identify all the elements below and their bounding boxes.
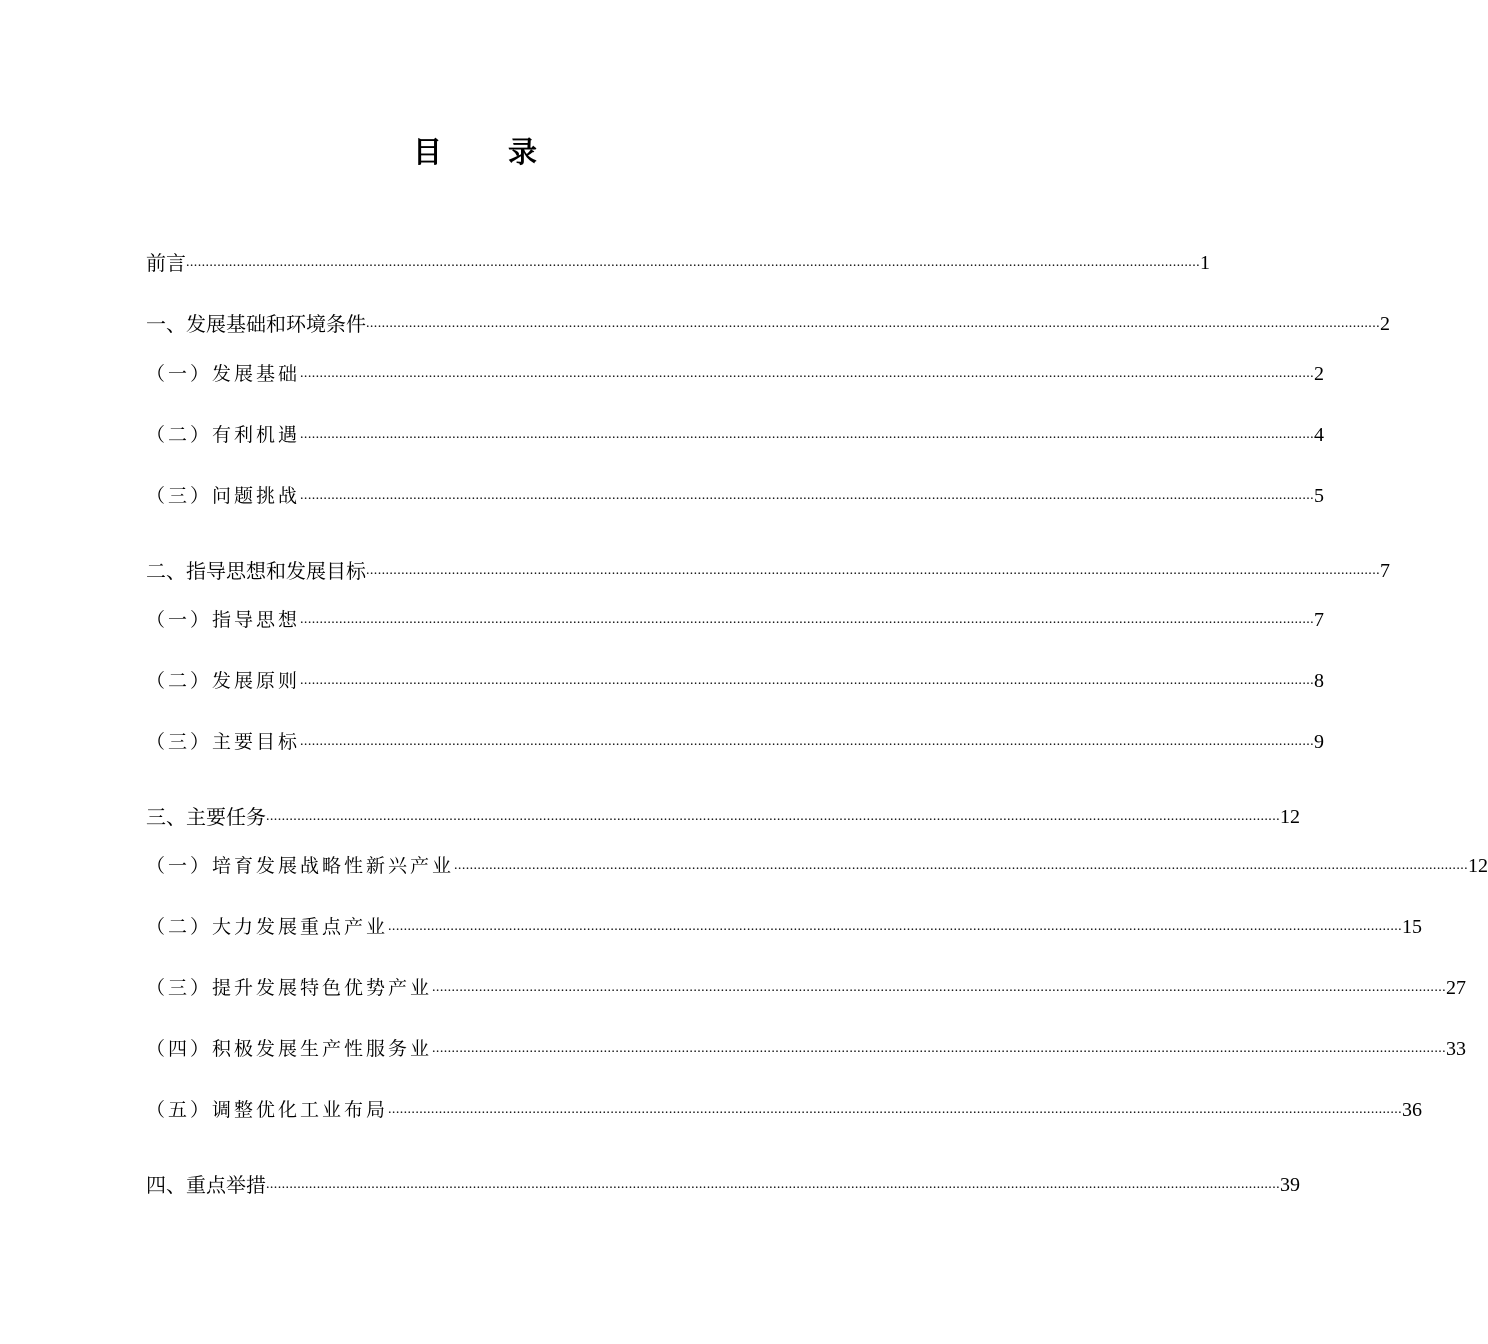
dot-leader: .................................................................................................................................................................................................................................................................... <box>366 563 1380 578</box>
dot-leader: .................................................................................................................................................................................................................................................................... <box>366 316 1380 331</box>
toc-entry-label: 一、发展基础和环境条件 <box>146 312 366 336</box>
toc-page-number: 12 <box>1280 806 1300 828</box>
toc-page-number: 5 <box>1314 485 1325 507</box>
toc-page-number: 7 <box>1314 609 1325 631</box>
dot-leader: .................................................................................................................................................................................................................................................................... <box>300 427 1315 442</box>
toc-entry-label: （四）积极发展生产性服务业 <box>146 1038 433 1060</box>
dot-leader: .................................................................................................................................................................................................................................................................... <box>300 673 1315 688</box>
toc-page-number: 4 <box>1314 424 1325 446</box>
toc-page-number: 1 <box>1200 252 1210 274</box>
toc-entry-label: （二）有利机遇 <box>146 424 301 446</box>
toc-entry-label: （三）提升发展特色优势产业 <box>146 977 433 999</box>
toc-entry-section-2-3[interactable] <box>146 727 1325 757</box>
toc-entry-section-2-1[interactable] <box>146 605 1325 635</box>
toc-entry-chapter-3[interactable] <box>146 802 1300 832</box>
dot-leader: .................................................................................................................................................................................................................................................................... <box>432 1041 1447 1056</box>
toc-entry-label: （一）培育发展战略性新兴产业 <box>146 855 455 877</box>
dot-leader: .................................................................................................................................................................................................................................................................... <box>266 1177 1280 1192</box>
toc-entry-label: （一）指导思想 <box>146 609 301 631</box>
toc-entry-label: 前言 <box>146 251 186 275</box>
toc-entry-label: 四、重点举措 <box>146 1173 266 1197</box>
toc-page-number: 12 <box>1468 855 1488 877</box>
toc-page-number: 7 <box>1380 560 1390 582</box>
toc-entry-label: （一）发展基础 <box>146 363 301 385</box>
dot-leader: .................................................................................................................................................................................................................................................................... <box>432 980 1447 995</box>
toc-entry-section-1-2[interactable] <box>146 420 1325 450</box>
toc-entry-section-3-4[interactable] <box>146 1034 1467 1064</box>
toc-entry-label: （二）发展原则 <box>146 670 301 692</box>
toc-entry-section-3-2[interactable] <box>146 912 1423 942</box>
page-title: 目 录 <box>412 135 566 169</box>
dot-leader: .................................................................................................................................................................................................................................................................... <box>300 612 1315 627</box>
toc-entry-label: （二）大力发展重点产业 <box>146 916 389 938</box>
toc-entry-label: （三）问题挑战 <box>146 485 301 507</box>
toc-page-number: 8 <box>1314 670 1325 692</box>
dot-leader: .................................................................................................................................................................................................................................................................... <box>300 488 1315 503</box>
toc-page-number: 27 <box>1446 977 1467 999</box>
toc-entry-chapter-1[interactable] <box>146 309 1390 339</box>
dot-leader: .................................................................................................................................................................................................................................................................... <box>266 809 1280 824</box>
toc-entry-section-1-1[interactable] <box>146 359 1325 389</box>
toc-entry-section-2-2[interactable] <box>146 666 1325 696</box>
toc-entry-preface[interactable] <box>146 248 1210 278</box>
dot-leader: .................................................................................................................................................................................................................................................................... <box>454 858 1469 873</box>
dot-leader: .................................................................................................................................................................................................................................................................... <box>388 1102 1403 1117</box>
toc-page-number: 9 <box>1314 731 1325 753</box>
toc-entry-section-3-1[interactable] <box>146 851 1488 881</box>
toc-entry-section-1-3[interactable] <box>146 481 1325 511</box>
dot-leader: .................................................................................................................................................................................................................................................................... <box>388 919 1403 934</box>
toc-entry-label: （三）主要目标 <box>146 731 301 753</box>
dot-leader: .................................................................................................................................................................................................................................................................... <box>300 366 1315 381</box>
toc-entry-label: （五）调整优化工业布局 <box>146 1099 389 1121</box>
toc-entry-chapter-2[interactable] <box>146 556 1390 586</box>
dot-leader: .................................................................................................................................................................................................................................................................... <box>300 734 1315 749</box>
toc-entry-label: 三、主要任务 <box>146 805 266 829</box>
toc-entry-section-3-3[interactable] <box>146 973 1467 1003</box>
toc-entry-chapter-4[interactable] <box>146 1170 1300 1200</box>
toc-page-number: 2 <box>1380 313 1390 335</box>
toc-entry-label: 二、指导思想和发展目标 <box>146 559 366 583</box>
toc-page-number: 39 <box>1280 1174 1300 1196</box>
toc-page-number: 15 <box>1402 916 1423 938</box>
toc-entry-section-3-5[interactable] <box>146 1095 1423 1125</box>
toc-page-number: 2 <box>1314 363 1325 385</box>
toc-page-number: 33 <box>1446 1038 1467 1060</box>
toc-page-number: 36 <box>1402 1099 1423 1121</box>
dot-leader: .................................................................................................................................................................................................................................................................... <box>186 255 1200 270</box>
